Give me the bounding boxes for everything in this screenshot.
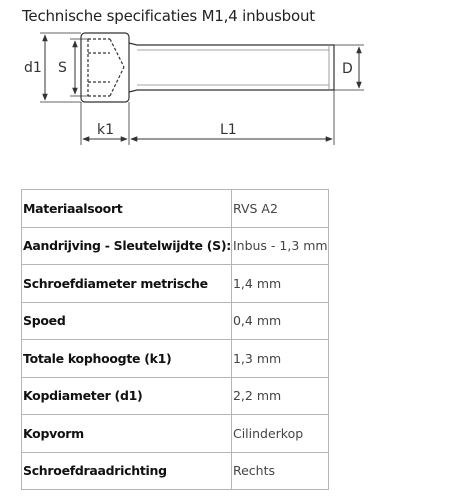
- spec-label: Kopvorm: [22, 415, 232, 453]
- spec-label: Schroefdraadrichting: [22, 452, 232, 490]
- spec-table: [21, 189, 329, 490]
- spec-label: Kopdiameter (d1): [22, 377, 232, 415]
- spec-value: 1,3 mm: [231, 340, 328, 378]
- spec-value: Inbus - 1,3 mm: [231, 227, 328, 265]
- table-row: [22, 377, 329, 415]
- table-row: [22, 340, 329, 378]
- spec-label: Totale kophoogte (k1): [22, 340, 232, 378]
- dim-label-k1: k1: [97, 122, 115, 138]
- spec-value: 1,4 mm: [231, 265, 328, 303]
- dim-label-l1: L1: [220, 122, 237, 138]
- bolt-outline: [40, 33, 364, 145]
- dim-label-s: S: [58, 60, 67, 76]
- dim-label-d1: d1: [24, 60, 42, 76]
- spec-value: 0,4 mm: [231, 302, 328, 340]
- table-row: [22, 265, 329, 303]
- spec-label: Spoed: [22, 302, 232, 340]
- spec-value: Cilinderkop: [231, 415, 328, 453]
- spec-label: Aandrijving - Sleutelwijdte (S):: [22, 227, 232, 265]
- table-row: [22, 452, 329, 490]
- table-row: [22, 190, 329, 228]
- spec-label: Materiaalsoort: [22, 190, 232, 228]
- dimension-lines: [45, 35, 359, 139]
- spec-value: Rechts: [231, 452, 328, 490]
- table-row: [22, 415, 329, 453]
- table-row: [22, 227, 329, 265]
- page-title: Technische specificaties M1,4 inbusbout: [22, 7, 315, 25]
- dim-label-d: D: [342, 61, 353, 77]
- spec-value: RVS A2: [231, 190, 328, 228]
- bolt-technical-drawing: [0, 0, 459, 185]
- table-row: [22, 302, 329, 340]
- spec-value: 2,2 mm: [231, 377, 328, 415]
- spec-label: Schroefdiameter metrische: [22, 265, 232, 303]
